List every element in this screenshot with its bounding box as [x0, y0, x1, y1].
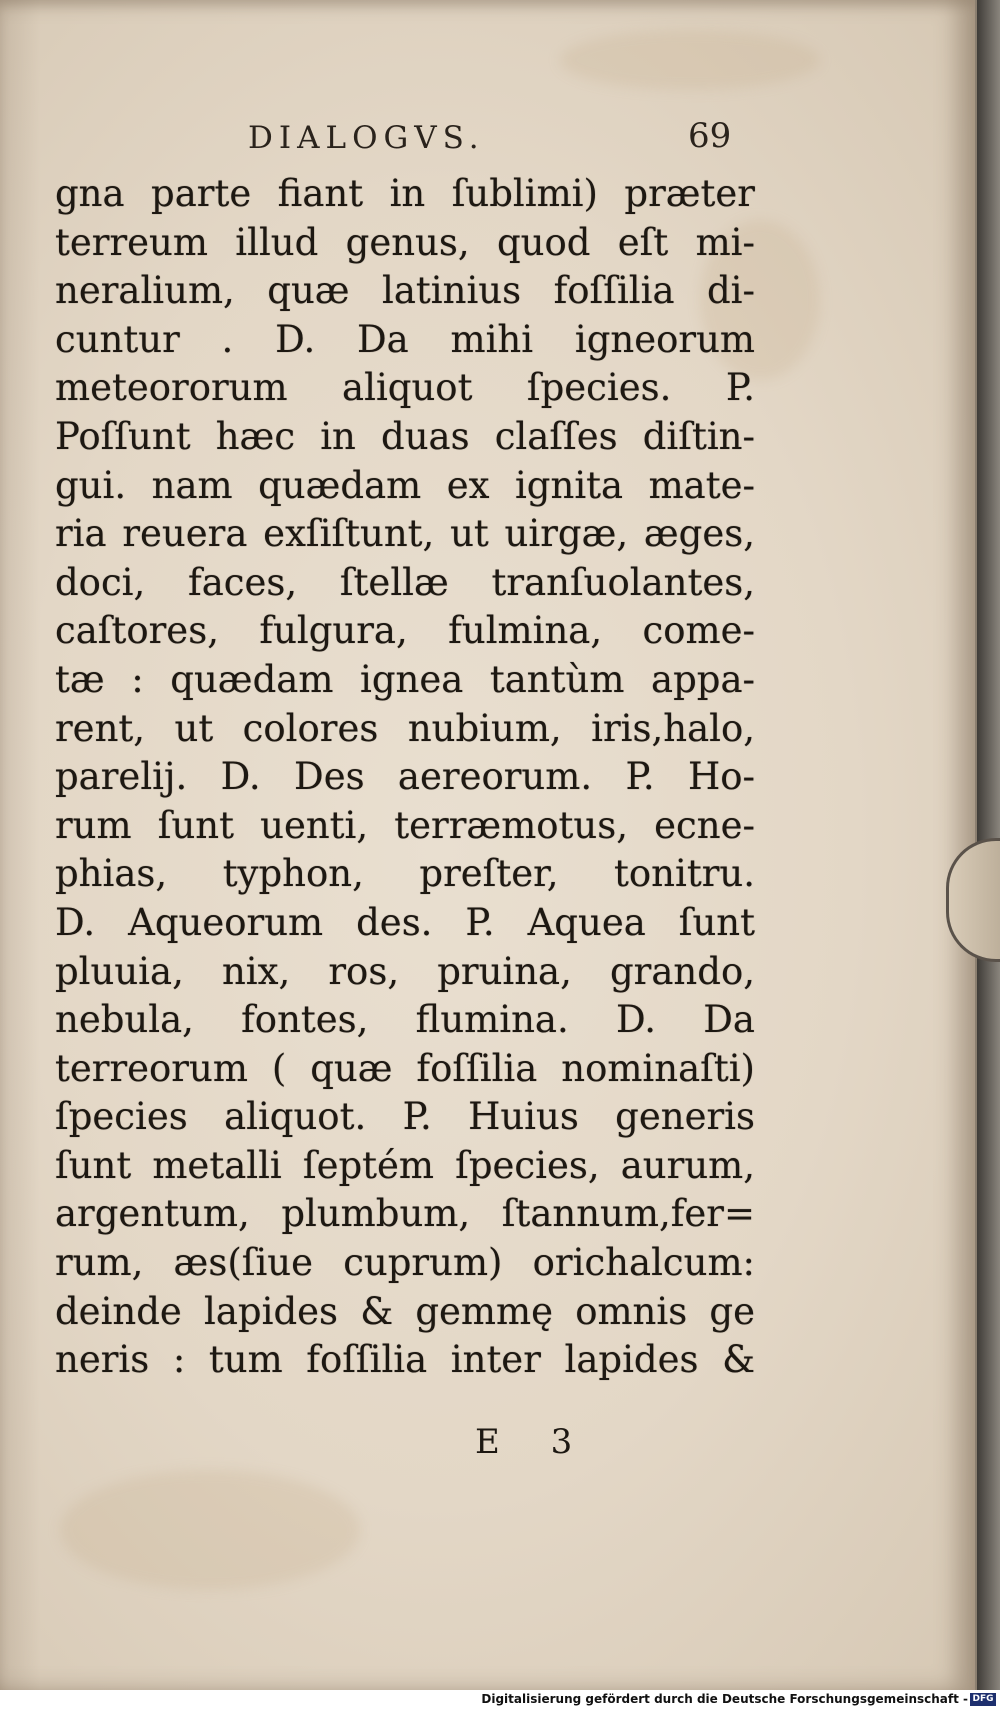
text-line: argentum, plumbum, ſtannum,fer=: [55, 1192, 755, 1236]
text-line: gna parte fiant in ſublimi) præter: [55, 172, 755, 215]
text-line: phias, typhon, preſter, tonitru.: [55, 852, 755, 896]
text-line: ſunt metalli ſeptém ſpecies, aurum,: [55, 1143, 755, 1187]
text-line: caſtores, fulgura, fulmina, come-: [55, 609, 755, 653]
text-line: tæ : quædam ignea tantùm appa-: [55, 657, 755, 701]
body-text: [55, 170, 755, 1385]
signature-mark: E 3: [475, 1422, 593, 1462]
text-line: terreorum ( quæ foſſilia nominaſti): [55, 1046, 755, 1090]
text-line: ſpecies aliquot. P. Huius generis: [55, 1095, 755, 1139]
text-line: terreum illud genus, quod eſt mi-: [55, 220, 755, 264]
dfg-logo: DFG: [970, 1693, 996, 1706]
text-line: doci, faces, ſtellæ tranſuolantes,: [55, 560, 755, 604]
footer-bar: [0, 1690, 1000, 1711]
text-line: Poſſunt hæc in duas claſſes diſtin-: [55, 414, 755, 458]
text-line: rent, ut colores nubium, iris,halo,: [55, 706, 755, 750]
page-number: 69: [688, 116, 732, 156]
text-line: rum ſunt uenti, terræmotus, ecne-: [55, 803, 755, 847]
footer-credit: Digitalisierung gefördert durch die Deutsche Forschungsgemeinschaft -: [481, 1692, 968, 1706]
running-title: DIALOGVS.: [248, 120, 485, 156]
text-line: parelij. D. Des aereorum. P. Ho-: [55, 755, 755, 799]
text-line: cuntur . D. Da mihi igneorum: [55, 317, 755, 361]
text-line: neris : tum foſſilia inter lapides &: [55, 1338, 755, 1382]
paper-stain: [60, 1470, 360, 1590]
text-line: nebula, fontes, flumina. D. Da: [55, 998, 755, 1042]
text-line: meteororum aliquot ſpecies. P.: [55, 366, 755, 410]
text-line: neralium, quæ latinius foſſilia di-: [55, 269, 755, 313]
text-line: gui. nam quædam ex ignita mate-: [55, 463, 755, 507]
paper-stain: [560, 30, 820, 90]
text-line: ria reuera exſiſtunt, ut uirgæ, æges,: [55, 512, 755, 556]
text-line: pluuia, nix, ros, pruina, grando,: [55, 949, 755, 993]
text-line: D. Aqueorum des. P. Aquea ſunt: [55, 900, 755, 944]
text-line: rum, æs(ſiue cuprum) orichalcum:: [55, 1241, 755, 1285]
text-line: deinde lapides & gemmę omnis ge: [55, 1289, 755, 1333]
